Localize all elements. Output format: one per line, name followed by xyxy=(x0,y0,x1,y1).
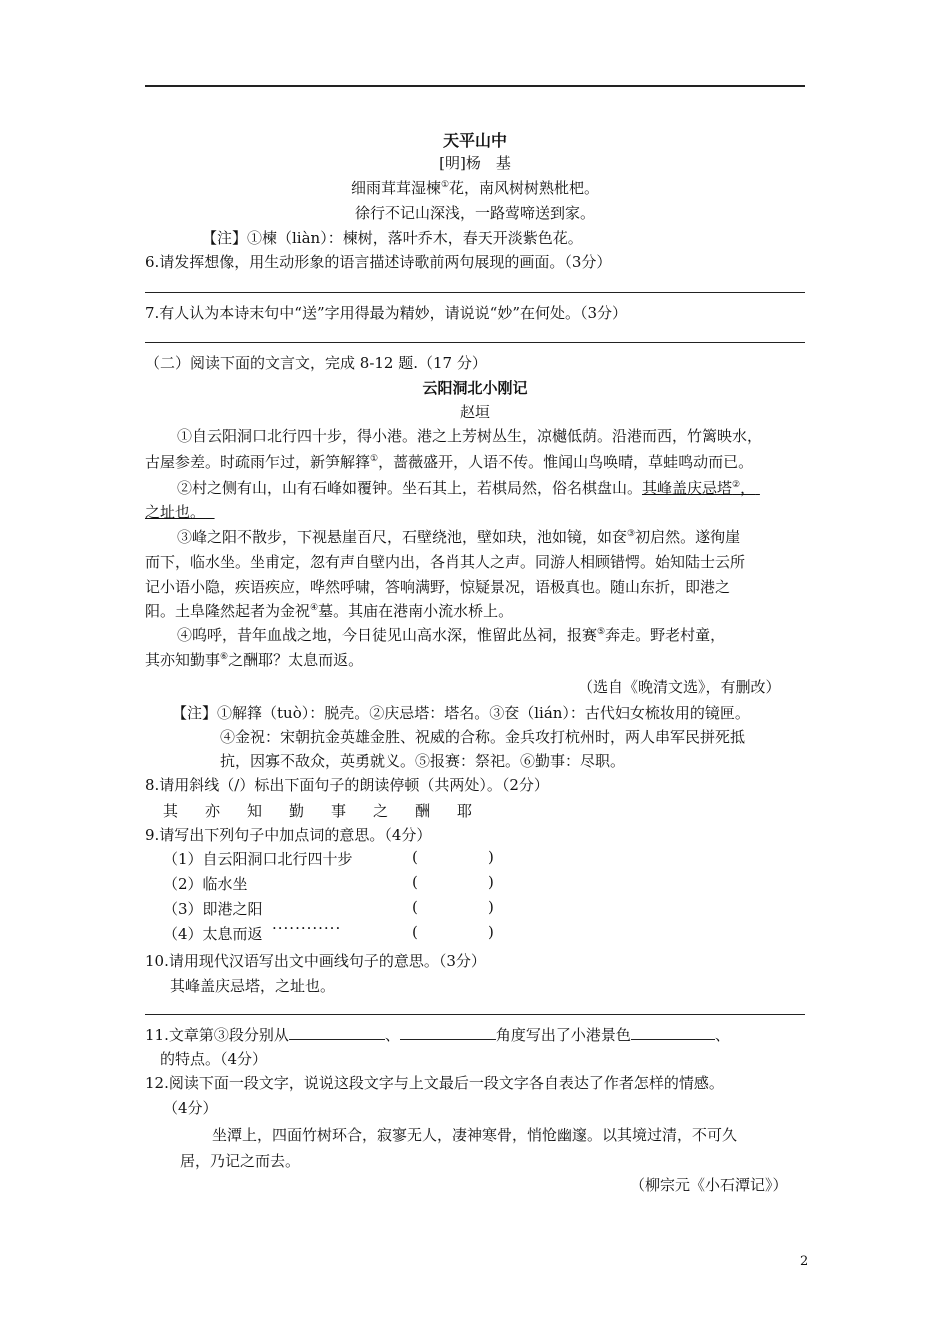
question-7: 7.有人认为本诗末句中“送”字用得最为精妙，请说说“妙”在何处。（3分） xyxy=(145,304,628,322)
q8-char: 耶 xyxy=(457,802,473,820)
passage-p2-line2: 之址也。 xyxy=(145,503,206,521)
q9-paren-close: ) xyxy=(488,848,494,866)
q9-paren-open: ( xyxy=(412,848,418,866)
q11-blank-3[interactable] xyxy=(631,1025,715,1040)
q8-char: 酬 xyxy=(415,802,431,820)
answer-line-7[interactable] xyxy=(145,342,805,343)
underlined-sentence: 其峰盖庆忌塔②， xyxy=(642,479,756,497)
q9-paren-close: ) xyxy=(488,873,494,891)
q9-paren-open: ( xyxy=(412,898,418,916)
q9-item-4: （4）太息而返 xyxy=(163,925,263,943)
poem-note: 【注】①楝（liàn）：楝树，落叶乔木，春天开淡紫色花。 xyxy=(202,229,583,247)
q9-item-2: （2）临水坐 xyxy=(163,875,248,893)
passage-p1-line1: ①自云阳洞口北行四十步，得小港。港之上芳树丛生，凉樾低荫。沿港而西，竹篱映水， xyxy=(177,427,763,445)
poem-line-1: 细雨茸茸湿楝①花，南风树树熟枇杷。 xyxy=(350,179,600,197)
q9-item-1: （1）自云阳洞口北行四十步 xyxy=(163,850,353,868)
passage-p3-line2: 而下，临水坐。坐甫定，忽有声自壁内出，各肖其人之声。同游人相顾错愕。始知陆士云所 xyxy=(145,553,746,571)
passage-p3-line1: ③峰之阳不散步，下视悬崖百尺，石壁绕池，壁如玦，池如镜，如奁③初启然。遂徇崖 xyxy=(177,528,741,546)
notes-line2: ④金祝：宋朝抗金英雄金胜、祝威的合称。金兵攻打杭州时，两人串军民拼死抵 xyxy=(220,728,746,746)
notes-line1: 【注】①解箨（tuò）：脱壳。②庆忌塔：塔名。③奁（lián）：古代妇女梳妆用的镜匣。 xyxy=(172,704,750,722)
q11-blank-1[interactable] xyxy=(289,1025,385,1040)
excerpt-line1: 坐潭上，四面竹树环合，寂寥无人，凄神寒骨，悄怆幽邃。以其境过清，不可久 xyxy=(212,1126,738,1144)
poem-author: [明]杨 基 xyxy=(439,154,511,172)
answer-line-10[interactable] xyxy=(145,1014,805,1015)
section-heading: （二）阅读下面的文言文，完成 8-12 题.（17 分） xyxy=(145,354,487,372)
question-6: 6.请发挥想像，用生动形象的语言描述诗歌前两句展现的画面。（3分） xyxy=(145,253,612,271)
question-9: 9.请写出下列句子中加点词的意思。（4分） xyxy=(145,826,432,844)
q8-sentence[interactable] xyxy=(163,800,499,821)
q11-blank-2[interactable] xyxy=(400,1025,496,1040)
q8-char: 其 xyxy=(163,802,179,820)
passage-p4-line1: ④呜呼，昔年血战之地，今日徒见山高水深，惟留此丛祠，报赛⑤奔走。野老村童， xyxy=(177,626,726,644)
question-8: 8.请用斜线（/）标出下面句子的朗读停顿（共两处）。（2分） xyxy=(145,776,549,794)
passage-p3-line4: 阳。土阜隆然起者为金祝④墓。其庙在港南小流水桥上。 xyxy=(145,602,514,620)
q9-paren-close: ) xyxy=(488,923,494,941)
q8-char: 之 xyxy=(373,802,389,820)
question-10: 10.请用现代汉语写出文中画线句子的意思。（3分） xyxy=(145,952,486,970)
header-rule xyxy=(145,85,805,87)
q8-char: 知 xyxy=(247,802,263,820)
q11-continued: 的特点。（4分） xyxy=(160,1050,268,1068)
passage-p1-line2: 古屋参差。时疏雨乍过，新笋解箨①，蔷薇盛开，人语不传。惟闻山鸟唤晴，草蛙鸣动而已。 xyxy=(145,453,754,471)
question-12: 12.阅读下面一段文字，说说这段文字与上文最后一段文字各自表达了作者怎样的情感。 xyxy=(145,1074,724,1092)
excerpt-source: （柳宗元《小石潭记》） xyxy=(630,1176,788,1194)
q9-item-3: （3）即港之阳 xyxy=(163,900,263,918)
question-11: 11.文章第③段分别从 、 角度写出了小港景色 、 xyxy=(145,1026,730,1044)
passage-p3-line3: 记小语小隐，疾语疾应，哗然呼啸，答响满野，惊疑景况，语极真也。随山东折，即港之 xyxy=(145,578,731,596)
passage-source: （选自《晚清文选》，有删改） xyxy=(578,678,781,696)
q9-paren-open: ( xyxy=(412,873,418,891)
excerpt-line2: 居，乃记之而去。 xyxy=(180,1152,301,1170)
q9-paren-open: ( xyxy=(412,923,418,941)
passage-p2-line1: ②村之侧有山，山有石峰如覆钟。坐石其上，若棋局然，俗名棋盘山。其峰盖庆忌塔②， xyxy=(177,477,760,498)
passage-p4-line2: 其亦知勤事⑥之酬耶？太息而返。 xyxy=(145,651,364,669)
q9-paren-close: ) xyxy=(488,898,494,916)
poem-line-2: 徐行不记山深浅，一路莺啼送到家。 xyxy=(354,204,595,222)
q8-char: 亦 xyxy=(205,802,221,820)
q8-char: 勤 xyxy=(289,802,305,820)
q10-sentence: 其峰盖庆忌塔，之址也。 xyxy=(170,977,336,995)
passage-title: 云阳洞北小刚记 xyxy=(422,379,528,397)
passage-author: 赵垣 xyxy=(459,403,490,421)
q8-char: 事 xyxy=(331,802,347,820)
emphasis-dots: ............ xyxy=(272,915,342,933)
answer-line-6[interactable] xyxy=(145,292,805,293)
page-number: 2 xyxy=(800,1254,809,1269)
poem-title: 天平山中 xyxy=(442,131,507,150)
q12-score: （4分） xyxy=(163,1099,218,1117)
notes-line3: 抗，因寡不敌众，英勇就义。⑤报赛：祭祀。⑥勤事：尽职。 xyxy=(220,752,626,770)
